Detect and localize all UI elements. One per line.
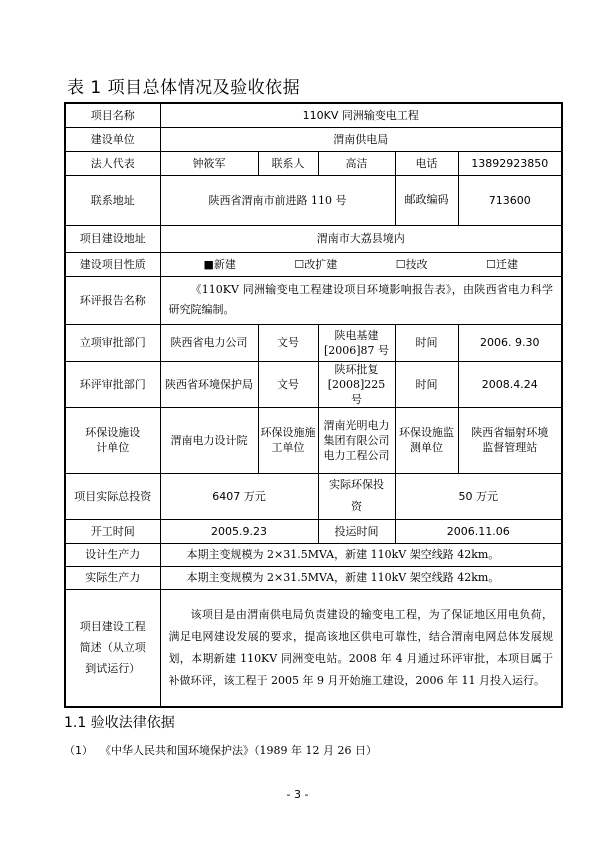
eia-report: 《110KV 同洲输变电工程建设项目环境影响报告表》，由陕西省电力科学研究院编制。 [160,276,562,324]
contact-label: 联系人 [258,151,318,175]
env-invest-label: 实际环保投资 [318,473,395,519]
legal-rep-label: 法人代表 [65,151,160,175]
design-cap: 本期主变规模为 2×31.5MVA，新建 110kV 架空线路 42km。 [160,543,562,566]
design-cap-label: 设计生产力 [65,543,160,566]
approval-dept-label: 立项审批部门 [65,324,160,361]
builder: 渭南供电局 [160,127,562,151]
eia-dept-label: 环评审批部门 [65,361,160,407]
history: 该项目是由渭南供电局负责建设的输变电工程，为了保证地区用电负荷，满足电网建设发展的要求，提高该地区供电可靠性，结合渭南电网总体发展规划，本期新建 110KV 同洲变电站。2008 年 4 月通过环评审批，本项目属于补做环评，该工程于 2005 年 9 月开始施工建设，2006 年 11 月投入运行。 [160,589,562,707]
eia-report-label: 环评报告名称 [65,276,160,324]
eia-dept: 陕西省环境保护局 [160,361,258,407]
project-name: 110KV 同洲输变电工程 [160,103,562,127]
address: 陕西省渭南市前进路 110 号 [160,175,395,225]
builder-label: 建设单位 [65,127,160,151]
env-invest: 50 万元 [395,473,562,519]
page-number: - 3 - [286,788,309,801]
law-item-text: 《中华人民共和国环境保护法》（1989 年 12 月 26 日） [100,744,377,757]
operate: 2006.11.06 [395,519,562,543]
project-info-table [64,102,563,708]
address-label: 联系地址 [65,175,160,225]
law-item-number: （1） [64,744,93,757]
approval-dept: 陕西省电力公司 [160,324,258,361]
approval-doc: 陕电基建[2006]87 号 [318,324,395,361]
env-monitor: 陕西省辐射环境监督管理站 [458,407,562,473]
start: 2005.9.23 [160,519,318,543]
phone: 13892923850 [458,151,562,175]
checkbox-expand: ☐改扩建 [294,257,338,271]
project-name-label: 项目名称 [65,103,160,127]
operate-label: 投运时间 [318,519,395,543]
env-design-label: 环保设施设计单位 [65,407,160,473]
section-heading: 1.1 验收法律依据 [64,715,175,731]
nature-label: 建设项目性质 [65,252,160,276]
eia-doc: 陕环批复[2008]225 号 [318,361,395,407]
env-build: 渭南光明电力集团有限公司电力工程公司 [318,407,395,473]
nature-options [160,252,562,276]
approval-doc-label: 文号 [258,324,318,361]
postcode-label: 邮政编码 [395,175,458,225]
invest-label: 项目实际总投资 [65,473,160,519]
actual-cap-label: 实际生产力 [65,566,160,589]
start-label: 开工时间 [65,519,160,543]
law-item [64,742,377,758]
table-title: 表 1 项目总体情况及验收依据 [67,78,301,98]
checkbox-new: ■新建 [203,257,236,271]
actual-cap: 本期主变规模为 2×31.5MVA，新建 110kV 架空线路 42km。 [160,566,562,589]
phone-label: 电话 [395,151,458,175]
site: 渭南市大荔县境内 [160,225,562,252]
env-monitor-label: 环保设施监测单位 [395,407,458,473]
env-design: 渭南电力设计院 [160,407,258,473]
contact: 高洁 [318,151,395,175]
eia-doc-label: 文号 [258,361,318,407]
approval-time: 2006. 9.30 [458,324,562,361]
checkbox-retrofit: ☐技改 [395,257,428,271]
history-label: 项目建设工程简述（从立项到试运行） [65,589,160,707]
legal-rep: 钟筱军 [160,151,258,175]
checkbox-relocate: ☐迁建 [486,257,519,271]
invest: 6407 万元 [160,473,318,519]
postcode: 713600 [458,175,562,225]
approval-time-label: 时间 [395,324,458,361]
eia-time-label: 时间 [395,361,458,407]
env-build-label: 环保设施施工单位 [258,407,318,473]
site-label: 项目建设地址 [65,225,160,252]
eia-time: 2008.4.24 [458,361,562,407]
